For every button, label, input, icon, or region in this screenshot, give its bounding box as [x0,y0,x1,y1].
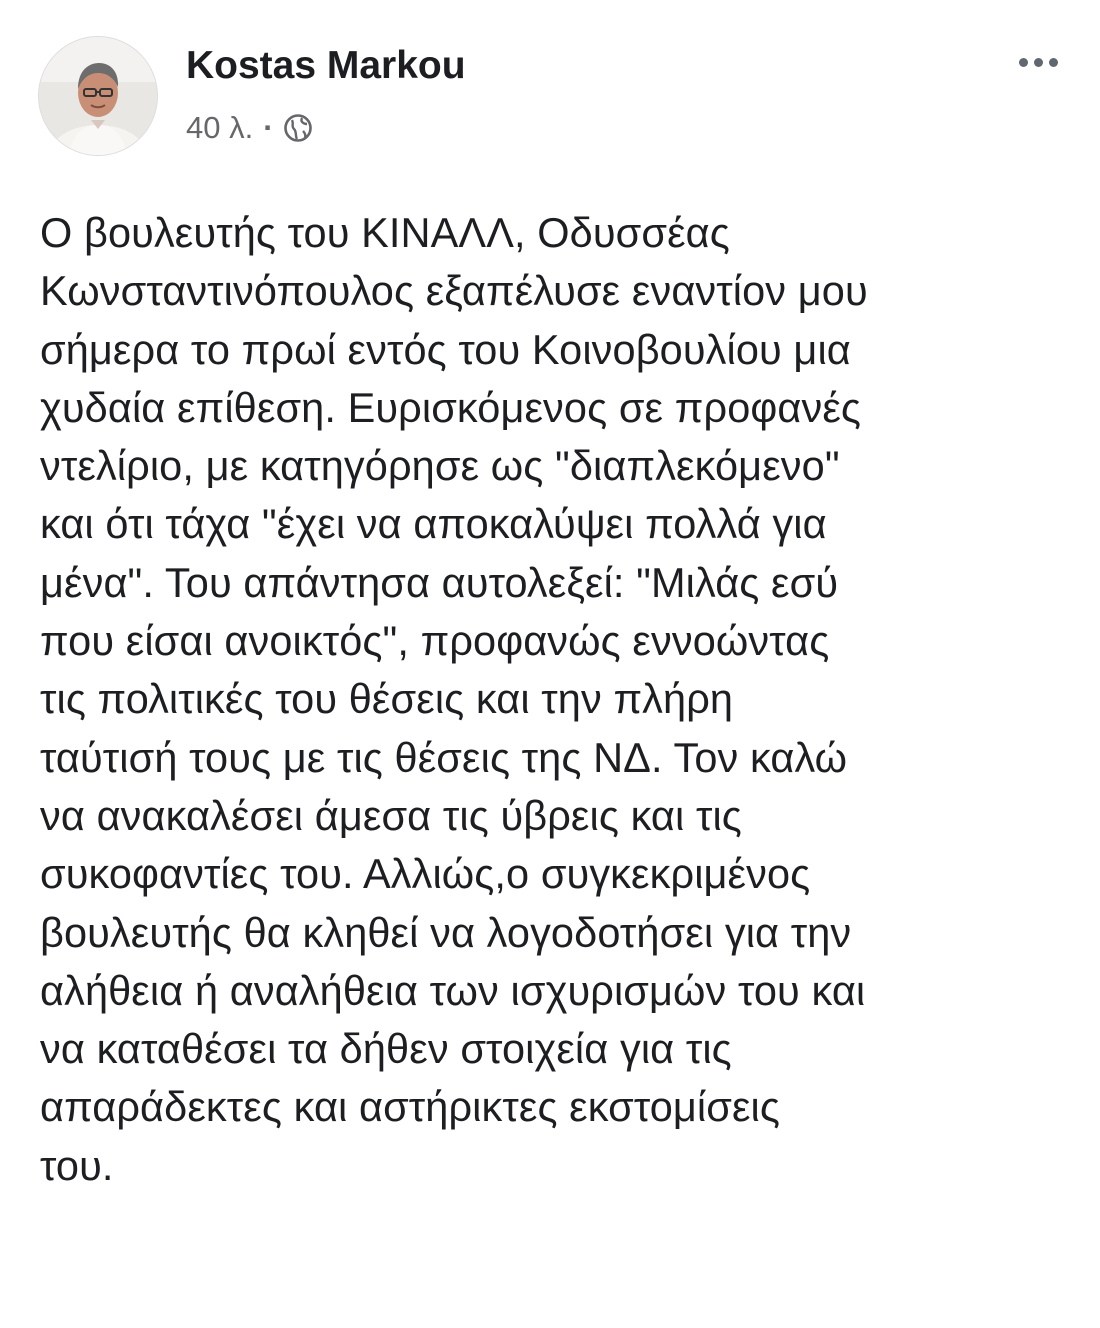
post-body-line: σήμερα το πρωί εντός του Κοινοβουλίου μια [40,325,851,373]
profile-photo [39,37,157,155]
post-timestamp[interactable]: 40 λ. [186,110,254,145]
post-body-line: του. [40,1141,114,1189]
post-body-line: χυδαία επίθεση. Ευρισκόμενος σε προφανές [40,383,862,431]
more-dot [1049,58,1058,67]
post-body-line: συκοφαντίες του. Αλλιώς,ο συγκεκριμένος [40,850,811,898]
post-body-line: απαράδεκτες και αστήρικτες εκστομίσεις [40,1083,780,1131]
post-header [38,36,1068,160]
post-body-line: να ανακαλέσει άμεσα τις ύβρεις και τις [40,791,742,839]
post-body-line: Κωνσταντινόπουλος εξαπέλυσε εναντίον μου [40,267,868,315]
post-body-line: τις πολιτικές του θέσεις και την πλήρη [40,675,734,723]
more-dot [1019,58,1028,67]
post-body [40,204,1070,1195]
post-body-line: μένα". Του απάντησα αυτολεξεί: "Μιλάς εσύ [40,558,839,606]
post-body-line: και ότι τάχα "έχει να αποκαλύψει πολλά για [40,500,827,548]
more-dot [1034,58,1043,67]
post-body-line: ντελίριο, με κατηγόρησε ως "διαπλεκόμενο" [40,442,840,490]
post-meta [186,108,314,148]
post-body-line: βουλευτής θα κληθεί να λογοδοτήσει για την [40,908,852,956]
more-options-icon[interactable] [1008,42,1068,82]
post-body-line: αλήθεια ή αναλήθεια των ισχυρισμών του και [40,966,866,1014]
post-body-line: να καταθέσει τα δήθεν στοιχεία για τις [40,1025,732,1073]
post-body-line: που είσαι ανοικτός", προφανώς εννοώντας [40,617,830,665]
globe-icon [282,112,314,144]
post-body-line: Ο βουλευτής του ΚΙΝΑΛΛ, Οδυσσέας [40,209,730,256]
avatar[interactable] [38,36,158,156]
author-name[interactable]: Kostas Markou [186,44,466,87]
post-body-line: ταύτισή τους με τις θέσεις της ΝΔ. Τον καλώ [40,733,848,781]
meta-separator: · [263,110,274,145]
